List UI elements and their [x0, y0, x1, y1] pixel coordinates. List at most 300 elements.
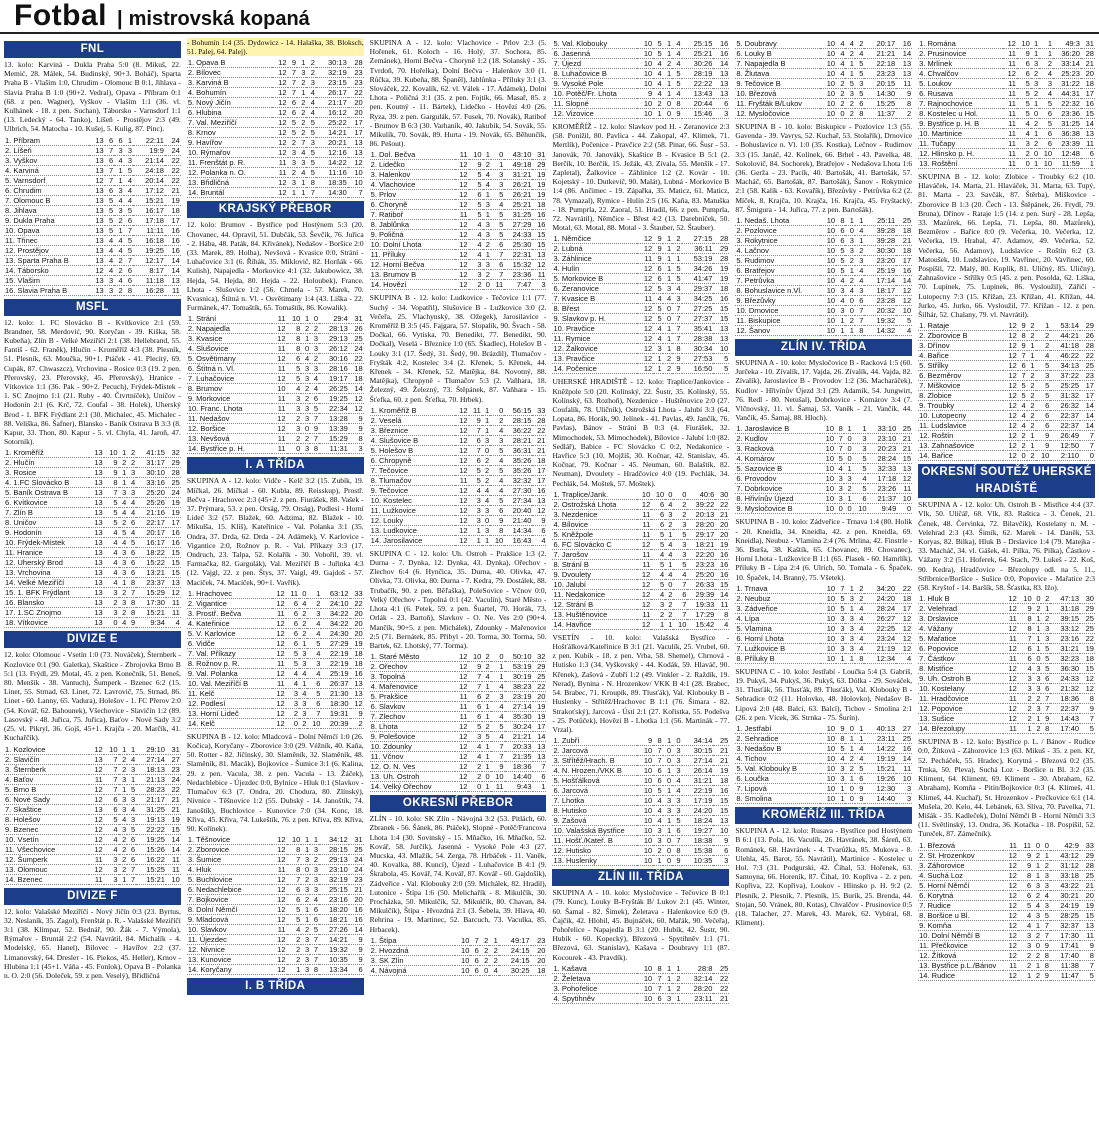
team-cell: 6. Chropyně: [370, 455, 455, 465]
stat-cell: 10: [1017, 39, 1031, 49]
table-row: [552, 529, 729, 539]
stat-cell: 11: [455, 712, 469, 722]
stat-cell: 15: [1081, 109, 1095, 119]
table-row: [735, 89, 912, 99]
team-cell: 6. Choryně: [370, 200, 455, 210]
stat-cell: 1: [845, 653, 854, 663]
team-cell: 3. Rosice: [4, 468, 89, 478]
stat-cell: 1: [663, 274, 672, 284]
stat-cell: 0: [1032, 940, 1041, 950]
stat-cell: 4: [307, 668, 321, 678]
stat-cell: 1: [310, 835, 319, 845]
stat-cell: 5: [836, 603, 845, 613]
stat-cell: 6: [468, 692, 482, 702]
stat-cell: 2: [1018, 431, 1027, 441]
stat-cell: 12: [272, 148, 288, 158]
stat-cell: 23: [166, 764, 181, 774]
stat-cell: 31:25: [504, 210, 532, 220]
stat-cell: 17:30: [136, 598, 166, 608]
stat-cell: 6: [468, 702, 482, 712]
stat-cell: 18:36: [1050, 694, 1080, 704]
stat-cell: 12: [272, 178, 288, 188]
stat-cell: 1: [119, 784, 128, 794]
stat-cell: 23:10: [868, 434, 898, 444]
table-row: [552, 490, 729, 500]
match-report: SKUPINA A - 12. kolo: Vlachovice - Prlov 2:3 (5. Hořenek, 61. Koloch - 16. Holý, 37. Sochora, 85. Zemánek), Horní Bečva - Choryně 1:2 (18. Solanský - 35. Tvrdoň, 70. Hořelka), Dolní Bečva - Halenkov 3:0 (1. Růčka, 39. Kubeňa, 88. Španěl), Jablůnka - Příluky 3:1 (3. Slováček, 22. Kovalík, 62. vl. Válek - 17. Adámek), Dolní Lhota - Poličná 3:1 (35. z pen. Fojtík, 66. Masař, 85. z pen. Koutný - 11. Bártek), Lidečko - Hovězí 4:0 (26. Ryza, 39. z pen. Gargulák, 57. Fusek, 70. Novák), Ratiboř - Brumov B 6:3 (30. Varhaník, 40. Jakubík, 54. Sovák, 55. Mikulík, 70. Sovák, 89. Hurta - 19. Novák, 65. Běhunčík, 86. Pešout).: [369, 38, 547, 149]
team-cell: 12. Uherský Brod: [4, 558, 89, 568]
stat-cell: 6: [653, 993, 662, 1003]
stat-cell: 9: [491, 762, 505, 772]
stat-cell: 1: [672, 993, 681, 1003]
table-row: [4, 145, 181, 155]
stat-cell: 2: [651, 609, 665, 619]
stat-cell: 0: [1031, 109, 1039, 119]
stat-cell: 9: [350, 708, 364, 718]
stat-cell: 19: [532, 170, 546, 180]
table-row: [918, 841, 1095, 851]
stat-cell: 31: [349, 314, 364, 324]
stat-cell: 9: [1080, 940, 1095, 950]
table-row: [918, 970, 1095, 980]
stat-cell: 3: [1041, 900, 1050, 910]
stat-cell: 21:13: [136, 774, 166, 784]
stat-cell: 4: [672, 59, 681, 69]
stat-cell: 10: [455, 965, 471, 975]
table-row: [187, 708, 364, 718]
stat-cell: 7: [1080, 431, 1095, 441]
stat-cell: 16:17: [136, 538, 166, 548]
stat-cell: 14: [1080, 401, 1095, 411]
team-cell: 9. Bystřice p. H. B: [918, 119, 1003, 129]
stat-cell: 10: [820, 494, 835, 504]
stat-cell: 31:12: [1050, 860, 1080, 870]
table-row: [4, 225, 181, 235]
stat-cell: 16: [896, 744, 912, 754]
stat-cell: 9: [468, 662, 482, 672]
stat-cell: 20:23: [868, 444, 898, 454]
stat-cell: 16: [713, 294, 729, 304]
stat-cell: 1: [663, 973, 672, 983]
table-row: [4, 165, 181, 175]
stat-cell: 4: [482, 485, 490, 495]
stat-cell: 10: [637, 983, 653, 993]
stat-cell: 3: [114, 205, 123, 215]
stat-cell: 8: [306, 178, 315, 188]
stat-cell: 11: [491, 280, 504, 290]
stat-cell: 12: [1003, 604, 1018, 614]
stat-cell: 7: [491, 250, 504, 260]
stat-cell: 1: [127, 774, 136, 784]
stat-cell: 53:19: [505, 662, 533, 672]
stat-cell: 13: [89, 548, 104, 558]
team-cell: 6. Slavkov: [370, 702, 455, 712]
stat-cell: 6: [287, 895, 302, 905]
stat-cell: 2: [301, 895, 310, 905]
stat-cell: 24:33: [504, 230, 532, 240]
table-row: [735, 774, 912, 784]
table-row: [4, 185, 181, 195]
stat-cell: 10: [637, 746, 653, 756]
table-row: [918, 860, 1095, 870]
stat-cell: 3: [845, 633, 854, 643]
stat-cell: 16: [713, 786, 729, 796]
stat-cell: 3: [663, 993, 672, 1003]
stat-cell: 27: [166, 754, 181, 764]
table-row: [918, 381, 1095, 391]
stat-cell: 6: [288, 108, 297, 118]
stat-cell: 12: [272, 128, 288, 138]
team-cell: 9. Tečovice B: [735, 79, 820, 89]
stat-cell: 6: [1039, 139, 1053, 149]
team-cell: 7. Skaštice: [4, 804, 89, 814]
stat-cell: 4: [105, 245, 114, 255]
stat-cell: 23:39: [1053, 139, 1081, 149]
stat-cell: 18: [896, 593, 912, 603]
team-cell: 8. Břest: [552, 304, 637, 314]
stat-cell: 10: [713, 826, 729, 836]
match-report: SKUPINA A - 12. kolo: Rusava - Bystřice pod Hostýnem B 6:1 (13. Pola, 16. Vaculík, 26. Havránek, 38. Šáreň, 63. Románek, 68. Havránek - 4. Tvarůžka, 85. Mukova - 8. Ulehla, 45. Barot, 55. Navrátil), Martinice - Kostelec u Hol. 7:3 (31. Podgurski, 42. Čihal, 53. Hořenek, 63. Samoyna, 66. Horeník, 87. Čihal, 10. Kopřiva - 2. z pen. Kopřiva, 22. Kopřiva), Loukov - Hlinsko p. H. 9:2 (2. Plesník, 2. Plesník, 7. Plesník, 15. Burík, 25. Brenda, 44. Stojan, 50. Vránek, 80. Kotas), Chvalčov - Prusinovice 0:5 (18. Talacher, 27. Marek, 43. Marek, 62. Vybíral, 68. Kliment).: [735, 826, 913, 928]
stat-cell: 18: [532, 200, 546, 210]
stat-cell: 11: [272, 444, 287, 454]
stat-cell: 13: [89, 275, 105, 285]
stat-cell: 10: [637, 816, 653, 826]
stat-cell: 7: [468, 672, 482, 682]
stat-cell: 10: [820, 784, 836, 794]
table-row: [552, 284, 729, 294]
stat-cell: 35:26: [504, 465, 532, 475]
stat-cell: 11: [272, 344, 287, 354]
stat-cell: 2: [1027, 321, 1036, 331]
stat-cell: 5: [469, 210, 483, 220]
stat-cell: 31:25: [1053, 119, 1081, 129]
stat-cell: 18:20: [319, 905, 349, 915]
standings-table: [552, 964, 729, 1004]
stat-cell: 3: [1017, 139, 1031, 149]
stat-cell: 21: [166, 794, 181, 804]
stat-cell: 12: [89, 784, 104, 794]
stat-cell: 1: [845, 266, 854, 276]
team-cell: 7. Napajedla B: [735, 59, 820, 69]
stat-cell: 13: [89, 498, 104, 508]
stat-cell: 28: [348, 58, 364, 68]
stat-cell: 19: [532, 180, 546, 190]
team-cell: 5. Kněžpole: [552, 529, 637, 539]
stat-cell: 8: [1041, 950, 1050, 960]
stat-cell: 12:50: [1050, 441, 1080, 451]
stat-cell: 25:20: [687, 569, 715, 579]
match-report: SKUPINA C - 12. kolo: Uh. Ostroh - Prakšice 1:3 (2. Durna - 7. Dynka, 12. Dynka, 43. Dynka), Ořechov - Zlechov 6:4 (6. Hynčica, 35. Durna, 40. Olivka, 47. Olivka, 73. Olivka, 80. Durna - 7. Kedra, 79. Dostálek, 88. Trubačík, 90. z pen. Běľaška), PoleSovice - Včnov 0:0, Velký Ořechov - Topolná 0:1 (42. Vaculín), Staré Město - Lhota 4:1 (6. Petek, 59. z pen. Šuartel, 70. Horák, 73. Orlák - 23. Bartoň), Slavkov - O. Ne. Ves 2:0 (90+4. Mančík, 90+5. z pen. Michálek), Zdounky - Mařenovice 2:5 (71. Bernátek, 85. Přibyl - 20. Torma, 30. Torma, 50. Bartek, 62. Lhotský, 77. Torma).: [369, 548, 547, 650]
stat-cell: 4: [482, 495, 490, 505]
stat-cell: 11: [272, 658, 286, 668]
stat-cell: 5: [490, 465, 504, 475]
stat-cell: 13: [89, 608, 104, 618]
table-row: [735, 504, 912, 514]
table-row: [4, 854, 181, 864]
stat-cell: 49:18: [504, 160, 532, 170]
stat-cell: 23:26: [868, 484, 898, 494]
stat-cell: 5: [1036, 381, 1051, 391]
stat-cell: 18: [531, 965, 547, 975]
stat-cell: 10: [455, 936, 471, 946]
table-row: [918, 850, 1095, 860]
team-cell: 13. Huštěnovice: [552, 609, 637, 619]
team-cell: 3. Záhorovice: [918, 860, 1003, 870]
stat-cell: 3: [672, 806, 681, 816]
stat-cell: 23:10: [319, 865, 349, 875]
stat-cell: 20: [348, 108, 364, 118]
stat-cell: 1: [1031, 99, 1039, 109]
stat-cell: 11: [455, 692, 469, 702]
standings-table: [735, 584, 912, 664]
table-row: [552, 294, 729, 304]
table-row: [187, 444, 364, 454]
stat-cell: 32:32: [504, 475, 532, 485]
stat-cell: 15:38: [682, 846, 714, 856]
stat-cell: 1: [665, 559, 673, 569]
stat-cell: 19: [166, 508, 181, 518]
stat-cell: 3: [286, 688, 299, 698]
stat-cell: 10: [1039, 159, 1053, 169]
stat-cell: 11: [896, 79, 912, 89]
table-row: [552, 549, 729, 559]
table-row: [918, 674, 1095, 684]
table-row: [552, 79, 729, 89]
stat-cell: 1: [663, 264, 672, 274]
stat-cell: 4: [672, 284, 681, 294]
stat-cell: 10: [307, 718, 321, 728]
team-cell: 4. Tichov: [735, 754, 820, 764]
stat-cell: 16: [165, 225, 181, 235]
stat-cell: 0: [665, 579, 673, 589]
stat-cell: 12: [455, 200, 469, 210]
team-cell: 9. Bzenec: [4, 824, 89, 834]
table-row: [918, 654, 1095, 664]
stat-cell: 8: [1080, 694, 1095, 704]
stat-cell: 10: [820, 286, 836, 296]
stat-cell: 4: [855, 744, 864, 754]
team-cell: 10. Martinice: [918, 129, 1003, 139]
stat-cell: 5: [651, 529, 665, 539]
team-cell: 12. Podlesí: [187, 698, 272, 708]
match-report: SKUPINA B - 10. kolo: Zádveřice - Trnava 1:4 (80. Holík - 20. Kneidla, 34. Kneidla, 42. z pen. Kneidla, 69. Kneidla), Neubuz - Vlamina 2:4 (76. Mrlina, 42. Finstrle - 36. Burša, 38. Kaštík, 65. Chovanec, 89. Chovanec), Horní Lhota - Lužkovice B 1:1 (65. Plasek - 60. Hamrlík), Příluky B - Lípa 2:4 (6. Ulrich, 50. Tomala - 6. Špaček, 10. Špaček, 14. Branný, 75. Všetek).: [735, 517, 913, 582]
team-cell: 7. Val. Meziříčí: [187, 118, 272, 128]
team-cell: 13. Olomouc: [4, 864, 89, 874]
table-row: [187, 374, 364, 384]
stat-cell: 8: [896, 99, 912, 109]
stat-cell: 2: [845, 109, 854, 119]
stat-cell: 3: [483, 260, 491, 270]
stat-cell: 2: [1027, 451, 1036, 461]
stat-cell: 13: [713, 79, 729, 89]
stat-cell: 21: [532, 445, 546, 455]
stat-cell: 3: [297, 158, 306, 168]
stat-cell: 11: [637, 529, 651, 539]
stat-cell: 20: [1081, 69, 1095, 79]
table-row: [187, 158, 364, 168]
stat-cell: 1: [297, 88, 306, 98]
stat-cell: 11: [272, 925, 287, 935]
stat-cell: 0: [844, 504, 853, 514]
stat-cell: 2: [836, 99, 845, 109]
stat-cell: 10: [820, 464, 835, 474]
stat-cell: 23:28: [864, 296, 896, 306]
table-row: [370, 220, 547, 230]
stat-cell: 13: [89, 488, 104, 498]
stat-cell: 10: [820, 603, 836, 613]
stat-cell: 19: [166, 498, 181, 508]
stat-cell: 16:17: [133, 205, 165, 215]
match-report: SKUPINA B - 12. kolo: Bystřice p. L. / Bánov - Rudice 0:0, Žítková - Záhorovice 1:3 (63. Mikuš - 35. z pen. Kř, 52. Pecháček, 55. Hradec), Korytná - Březová 0:2 (35. Trnka, 50. Pleva), Suchá Loz - Boršice u Bl. 3:2 (35. Kliment, 64. Kliment, 69. Kliment - 30. Abraham, 62. Abraham), Komňa - Pitín/Bojkovice 0:3 (4. Klimeš, 41. Klimeš, 44. Kuchař), St. Hrozenkov - Prečkovice 6:1 (14. Mušela, 20. Kelo, 44. Lebánek, 63. Slíva, 70. Pavelka, 71. Mišák - 35. Kadleček), Dolní Němčí B - Horní Němčí 3:3 (11. Světlinský, 13. Ondra, 36. Kotačka - 18. Pospíšil, 52. Tureček, 87. Zámečník).: [918, 737, 1095, 839]
team-cell: 10. Kostelec: [370, 495, 455, 505]
stat-cell: 4: [665, 569, 673, 579]
stat-cell: 3: [301, 444, 310, 454]
stat-cell: 2: [672, 244, 681, 254]
team-cell: 8. Boršice u Bl.: [918, 910, 1003, 920]
stat-cell: 18:13: [136, 764, 166, 774]
stat-cell: 6: [104, 794, 119, 804]
page-title: Fotbal: [14, 0, 107, 32]
team-cell: 5. Morkovice B: [552, 274, 637, 284]
table-row: [918, 331, 1095, 341]
stat-cell: 19:25: [136, 834, 166, 844]
table-row: [370, 406, 547, 416]
stat-cell: 4: [104, 548, 119, 558]
stat-cell: 10: [896, 774, 912, 784]
stat-cell: 2: [1033, 694, 1042, 704]
team-cell: 1. Zubří: [552, 736, 637, 746]
stat-cell: 12: [272, 885, 287, 895]
stat-cell: 0: [482, 445, 490, 455]
stat-cell: 4: [299, 598, 307, 608]
stat-cell: 17: [896, 256, 912, 266]
team-cell: 10. Slavkov: [187, 925, 272, 935]
standings-table: [370, 406, 547, 546]
stat-cell: 3: [1041, 624, 1050, 634]
stat-cell: 3: [483, 220, 491, 230]
team-cell: 3. Topolná: [370, 672, 455, 682]
stat-cell: 0: [663, 856, 672, 866]
stat-cell: 28:13: [319, 324, 349, 334]
stat-cell: 3: [653, 826, 662, 836]
stat-cell: 12: [272, 648, 286, 658]
team-cell: 13. Roštění: [918, 159, 1003, 169]
stat-cell: 9: [532, 515, 546, 525]
stat-cell: 13: [89, 136, 105, 146]
team-cell: 6. Nedachlebice: [187, 885, 272, 895]
stat-cell: 17:40: [1050, 724, 1080, 734]
stat-cell: 4: [855, 603, 864, 613]
stat-cell: 15:29: [136, 588, 166, 598]
stat-cell: 22:34: [319, 404, 349, 414]
stat-cell: 6: [310, 915, 319, 925]
stat-cell: 19: [532, 190, 546, 200]
match-report: SKUPINA A - 10. kolo: Mysločovice - Tečovice B 0:1 (79. Kunc), Louky B-Fryšták B/ Lukov 2:1 (45. Winter, 60. Šamal - 82. Šimek), Želetava - Halenkovice 6:0 (9. Čajčik, 42. Hlobil, 45. Bujnáček, 60. Mařák, 90. Večeřa), Pohořelice - Napajedla B 3:1 (20. Hubík, 42. Šustr, 90. Hubík - 60. Kopecký), Březová - Spytihněv 1:1 (71. Březová, 63. Stanislav), Kašava - Doubravy 1:1 (87. Kocourek - 43. Pravdík).: [552, 888, 730, 962]
team-cell: 8. Dolní Němčí: [187, 905, 272, 915]
stat-cell: 5: [855, 764, 864, 774]
stat-cell: 29: [532, 160, 546, 170]
table-row: [187, 688, 364, 698]
table-row: [552, 786, 729, 796]
stat-cell: 7: [1041, 930, 1050, 940]
stat-cell: 2: [1036, 341, 1051, 351]
stat-cell: 4: [469, 485, 482, 495]
team-cell: 11. Přečkovice: [918, 940, 1003, 950]
stat-cell: 9: [896, 89, 912, 99]
stat-cell: 12: [1003, 860, 1018, 870]
stat-cell: 4: [306, 88, 315, 98]
stat-cell: 23:11: [864, 734, 896, 744]
team-cell: 1. Němčice: [552, 234, 637, 244]
stat-cell: 10: [820, 653, 836, 663]
stat-cell: 12: [1003, 321, 1018, 331]
stat-cell: 3: [1031, 59, 1039, 69]
team-cell: 1. Jestřabí: [735, 724, 820, 734]
team-cell: 7. Zlín B: [4, 508, 89, 518]
stat-cell: 4: [836, 49, 845, 59]
team-cell: 9. Slavkov p. H.: [552, 314, 637, 324]
stat-cell: 11: [272, 865, 287, 875]
team-cell: 14. Březolupy: [918, 724, 1003, 734]
stat-cell: 4: [119, 814, 128, 824]
stat-cell: 13:34: [319, 965, 349, 975]
stat-cell: 12: [1003, 69, 1017, 79]
stat-cell: 11: [89, 774, 104, 784]
stat-cell: 6: [127, 548, 136, 558]
stat-cell: 2: [1031, 139, 1039, 149]
team-cell: 1. Kroměříž: [4, 448, 89, 458]
stat-cell: 31:22: [1053, 79, 1081, 89]
stat-cell: 20:13: [687, 509, 715, 519]
table-row: [918, 69, 1095, 79]
match-report: 12. kolo: 1. FC Slovácko B - Kvítkovice 2:1 (59. Brandner, 58. Merdović, 90. Koryčan - 39. Kiška, 58. Kubeňa), Zlín B - Velké Meziříčí 2:1 (38. Hellebrand, 55. Fantiš - 62. Franěk), Hlučín - Kroměříž 4:3 (38. Plesník, 51. Plesník, 63. Moučka, 90+1. Ptáček - 41. Plecitý, 69. Cupák, 87. Chwaszcz), Vrchovina - Rosice 0:3 (19. 2 pen. Přerovský, 23. Přerovský, 45. Přerovský), Hranice - Vítkovice 1:1 (36. Pak - 90+2. Pecuch), Frýdek-Místek - 1. SC Znojmo 1:1 (21. Ruby - 40. Čtvrtníček), Uničov - Hodonín 2:1 (6. Krč, 72. Coufal - 38. Holek), Uherský Brod - 1. BFK Frýdlant 2:1 (30. Michalec, 45. Michalec - 88. Veliška, 86. Šafner), Blansko - Baník Ostrava B 3:3 (8. Kapur, 33. Thon, 80. Kapur - 5. vl. Chyla, 41. Jaroň, 47. Sotorník).: [4, 317, 181, 447]
stat-cell: 1: [1027, 431, 1036, 441]
stat-cell: 6: [286, 608, 299, 618]
stat-cell: 5: [104, 498, 119, 508]
stat-cell: 2: [1032, 970, 1041, 980]
team-cell: 11. Rymice: [552, 334, 637, 344]
stat-cell: 25: [713, 736, 729, 746]
team-cell: 1. Strání: [187, 314, 272, 324]
stat-cell: 0: [844, 444, 853, 454]
stat-cell: 21: [713, 756, 729, 766]
stat-cell: 2: [480, 945, 489, 955]
team-cell: 4. Hluk: [187, 865, 272, 875]
stat-cell: 12: [896, 643, 912, 653]
standings-table: [735, 424, 912, 514]
stat-cell: 12: [637, 579, 651, 589]
column-6: [918, 38, 1095, 1122]
stat-cell: 3: [349, 444, 364, 454]
stat-cell: 10: [637, 826, 653, 836]
stat-cell: 13: [89, 155, 105, 165]
team-cell: 13. Bystřice p.L./Bánov: [918, 960, 1003, 970]
team-cell: 7. Dobrkovice: [735, 484, 820, 494]
stat-cell: 21:35: [505, 752, 533, 762]
stat-cell: 10: [820, 316, 836, 326]
stat-cell: 10: [820, 744, 836, 754]
stat-cell: 4: [490, 475, 504, 485]
stat-cell: 7: [491, 270, 504, 280]
team-cell: 1. Štípa: [370, 936, 455, 946]
stat-cell: 12: [455, 455, 469, 465]
stat-cell: 33:18: [1050, 870, 1080, 880]
team-cell: 11. Příluky: [370, 250, 455, 260]
stat-cell: 0: [104, 618, 119, 628]
stat-cell: 2: [855, 584, 864, 594]
stat-cell: 3: [663, 796, 672, 806]
stat-cell: 6: [672, 826, 681, 836]
table-row: [4, 764, 181, 774]
